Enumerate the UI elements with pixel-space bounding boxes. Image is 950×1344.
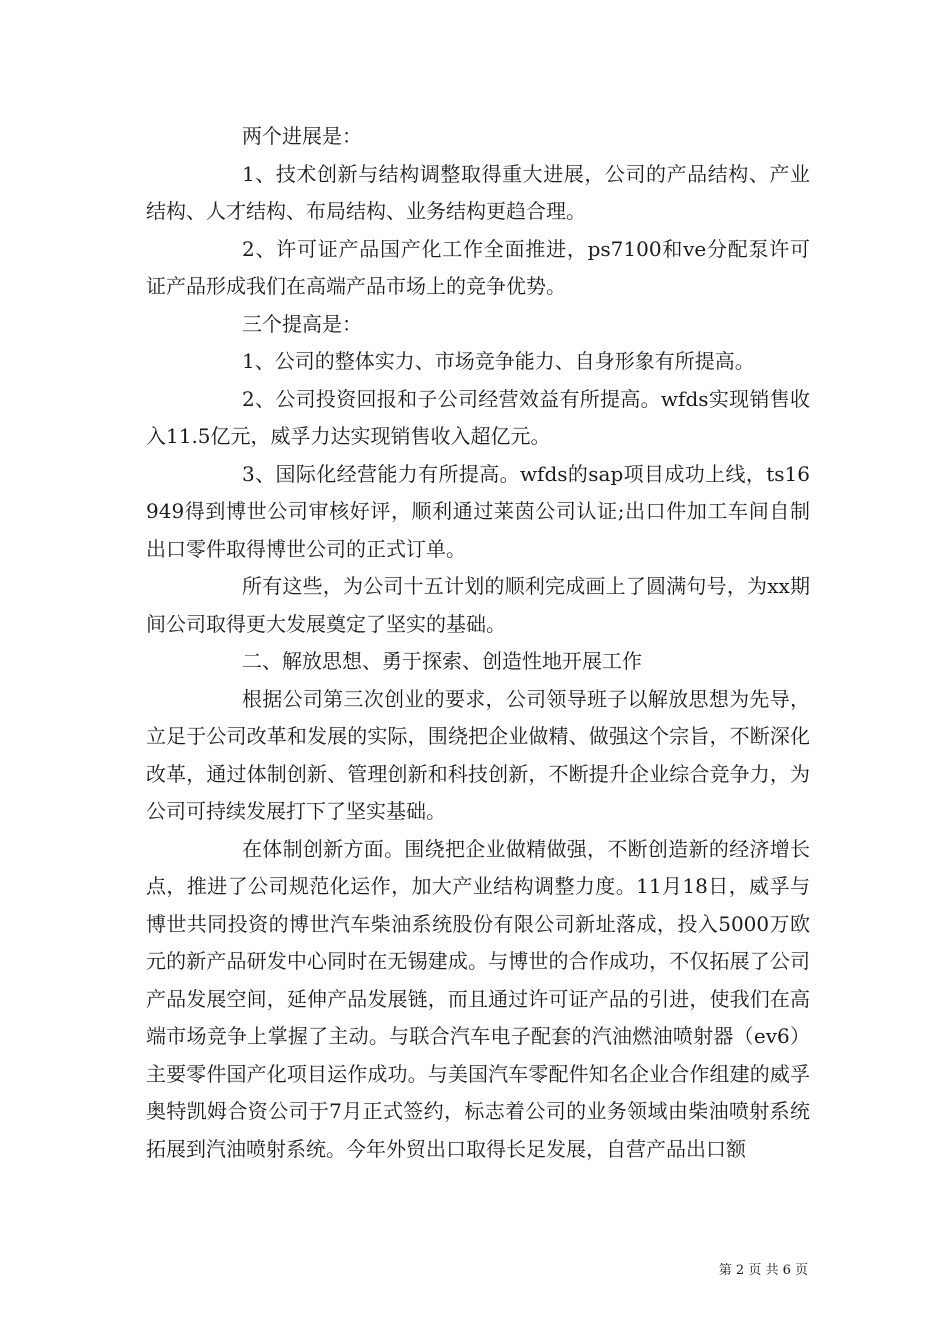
paragraph-reform: 根据公司第三次创业的要求，公司领导班子以解放思想为先导，立足于公司改革和发展的实际，围绕把企业做精、做强这个宗旨，不断深化改革，通过体制创新、管理创新和科技创新，不断提升企业综合竞争力，为公司可持续发展打下了坚实基础。 <box>146 686 810 823</box>
paragraph-institutional-innovation: 在体制创新方面。围绕把企业做精做强，不断创造新的经济增长点，推进了公司规范化运作，加大产业结构调整力度。11月18日，威孚与博世共同投资的博世汽车柴油系统股份有限公司新址落成，投入5000万欧元的新产品研发中心同时在无锡建成。与博世的合作成功，不仅拓展了公司产品发展空间，延伸产品发展链，而且通过许可证产品的引进，使我们在高端市场竞争上掌握了主动。与联合汽车电子配套的汽油燃油喷射器（ev6）主要零件国产化项目运作成功。与美国汽车零配件知名企业合作组建的威孚奥特凯姆合资公司于7月正式签约，标志着公司的业务领域由柴油喷射系统拓展到汽油喷射系统。今年外贸出口取得长足发展，自营产品出口额 <box>146 836 810 1161</box>
paragraph-summary: 所有这些，为公司十五计划的顺利完成画上了圆满句号，为xx期间公司取得更大发展奠定了坚实的基础。 <box>146 574 810 636</box>
page-number-footer: 第 2 页 共 6 页 <box>718 1263 808 1278</box>
paragraph-progress-2: 2、许可证产品国产化工作全面推进，ps7100和ve分配泵许可证产品形成我们在高端产品市场上的竞争优势。 <box>146 236 810 298</box>
section-heading: 二、解放思想、勇于探索、创造性地开展工作 <box>242 649 642 673</box>
paragraph-improvement-1: 1、公司的整体实力、市场竞争能力、自身形象有所提高。 <box>242 349 755 373</box>
paragraph-improvement-3: 3、国际化经营能力有所提高。wfds的sap项目成功上线，ts16949得到博世公司审核好评，顺利通过莱茵公司认证;出口件加工车间自制出口零件取得博世公司的正式订单。 <box>146 461 810 561</box>
paragraph-progress-intro: 两个进展是： <box>242 124 362 148</box>
paragraph-improvement-intro: 三个提高是： <box>242 311 362 336</box>
paragraph-improvement-2: 2、公司投资回报和子公司经营效益有所提高。wfds实现销售收入11.5亿元，威孚力达实现销售收入超亿元。 <box>146 386 810 448</box>
document-body <box>146 118 810 1168</box>
paragraph-progress-1: 1、技术创新与结构调整取得重大进展，公司的产品结构、产业结构、人才结构、布局结构、业务结构更趋合理。 <box>146 161 810 223</box>
